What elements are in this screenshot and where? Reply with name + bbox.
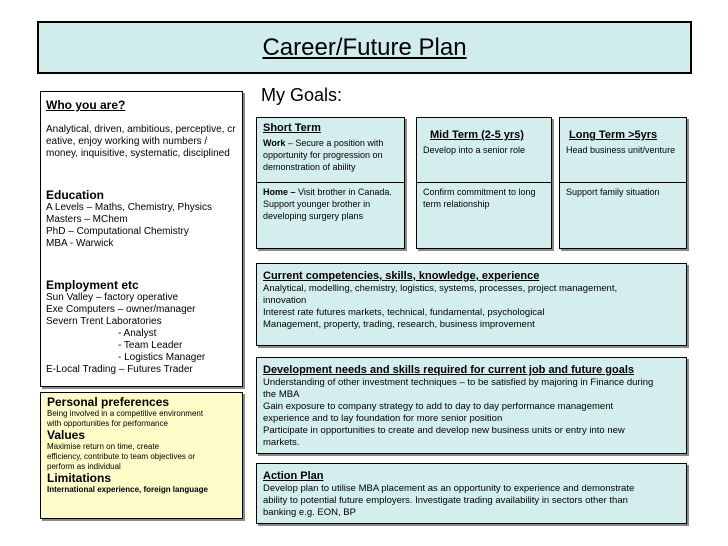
employment-line: Exe Computers – owner/manager [46,304,196,315]
competencies-title: Current competencies, skills, knowledge, experience [263,270,540,282]
action-plan-line: Develop plan to utilise MBA placement as an opportunity to experience and demonstrate [263,483,635,494]
who-title: Who you are? [46,98,126,112]
development-line: experience and to lay foundation for more senior position [263,413,503,424]
education-line: Masters – MChem [46,214,128,225]
title-bar [37,21,692,74]
limitations-text: International experience, foreign language [47,485,208,494]
mid-term-title: Mid Term (2-5 yrs) [430,129,524,141]
competencies-panel [256,263,687,346]
long-term-bottom-cell [559,182,687,249]
long-term-top-cell [559,117,687,183]
education-line: PhD – Computational Chemistry [46,226,189,237]
short-term-work-cell [256,117,405,183]
short-term-work-text: Work – Secure a position with opportunity for progression on demonstration of ability [263,138,384,172]
development-line: markets. [263,437,300,448]
limitations-title: Limitations [47,471,112,485]
preferences-panel [40,392,243,519]
personal-line: with opportunities for performance [47,419,168,428]
employment-sub-line: - Team Leader [118,340,183,351]
personal-line: Being involved in a competitive environment [47,409,204,418]
competencies-line: innovation [263,295,307,306]
employment-sub-line: - Analyst [118,328,157,339]
development-panel [256,357,687,454]
who-desc-line: eative, enjoy working with numbers / [46,136,208,147]
education-title: Education [46,188,105,202]
mid-term-bottom-cell [416,182,552,249]
action-plan-panel [256,463,687,524]
mid-term-bottom-text: Confirm commitment to long term relationship [423,187,536,209]
values-line: Maximise return on time, create [47,442,160,451]
competencies-line: Management, property, trading, research, business improvement [263,319,535,330]
development-line: Gain exposure to company strategy to add to day to day performance management [263,401,614,412]
personal-preferences-title: Personal preferences [47,395,170,409]
competencies-line: Interest rate futures markets, technical, fundamental, psychological [263,307,545,318]
employment-line: E-Local Trading – Futures Trader [46,364,193,375]
who-desc-line: money, inquisitive, systematic, disciplined [46,148,230,159]
page-title: Career/Future Plan [262,34,467,61]
long-term-title: Long Term >5yrs [569,129,658,141]
who-desc-line: Analytical, driven, ambitious, perceptive, cr [46,124,236,135]
development-line: Understanding of other investment techniques – to be satisfied by majoring in Finance during [263,377,654,388]
development-line: the MBA [263,389,300,400]
long-term-top-text: Head business unit/venture [566,145,676,155]
development-title: Development needs and skills required for current job and future goals [263,364,635,376]
short-term-home-cell [256,182,405,249]
competencies-line: Analytical, modelling, chemistry, logistics, systems, processes, project management, [263,283,618,294]
short-term-home-text: Home – Visit brother in Canada. Support younger brother in developing surgery plans [263,187,392,221]
action-plan-line: banking e.g. EON, BP [263,507,356,518]
employment-sub-line: - Logistics Manager [118,352,206,363]
goals-heading: My Goals: [261,85,343,105]
mid-term-top-cell [416,117,552,183]
long-term-bottom-text: Support family situation [566,187,660,197]
values-title: Values [47,428,86,442]
development-line: Participate in opportunities to create and develop new business units or entry into new [263,425,625,436]
values-line: perform as individual [47,462,121,471]
who-you-are-panel [40,91,243,387]
action-plan-line: ability to potential future employers. Investigate trading availability in sectors other than [263,495,628,506]
short-term-title: Short Term [263,122,321,134]
mid-term-top-text: Develop into a senior role [423,145,526,155]
values-line: efficiency, contribute to team objectives or [47,452,196,461]
education-line: A Levels – Maths, Chemistry, Physics [46,202,212,213]
action-plan-title: Action Plan [263,470,324,482]
employment-title: Employment etc [46,278,139,292]
employment-line: Sun Valley – factory operative [46,292,179,303]
education-line: MBA - Warwick [46,238,114,249]
employment-line: Severn Trent Laboratories [46,316,162,327]
